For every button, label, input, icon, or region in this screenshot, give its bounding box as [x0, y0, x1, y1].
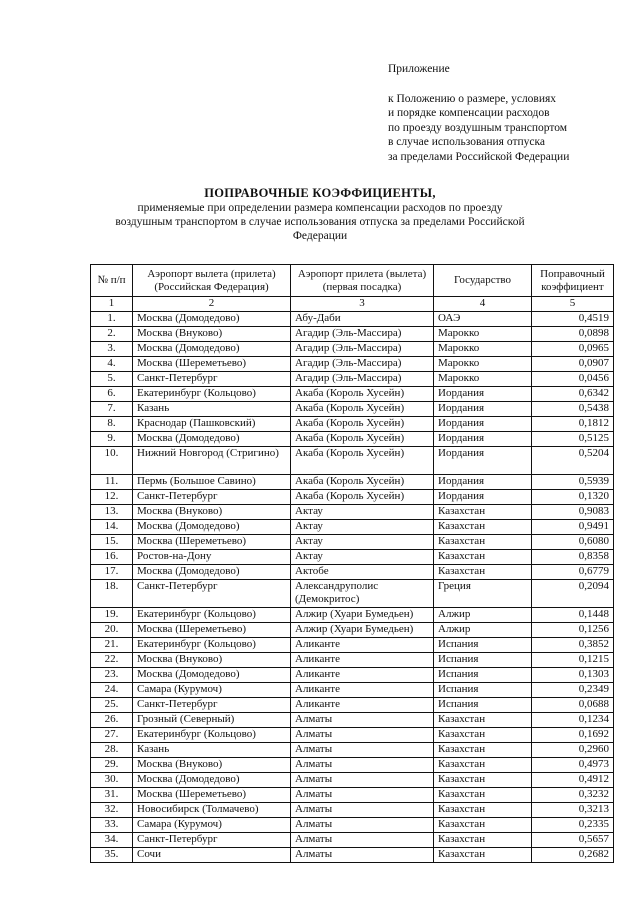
column-number: 1 [91, 297, 133, 312]
arrival-airport: Аликанте [291, 638, 434, 653]
row-number: 16. [91, 550, 133, 565]
row-number: 9. [91, 432, 133, 447]
arrival-airport: Актау [291, 535, 434, 550]
coefficient: 0,2682 [532, 848, 614, 863]
column-header-departure-airport: Аэропорт вылета (прилета) (Российская Федерация) [133, 265, 291, 297]
arrival-airport: Аликанте [291, 698, 434, 713]
arrival-airport: Аликанте [291, 668, 434, 683]
row-number: 27. [91, 728, 133, 743]
table-row [91, 565, 614, 580]
coefficient: 0,5125 [532, 432, 614, 447]
country: Марокко [434, 372, 532, 387]
coefficient: 0,6779 [532, 565, 614, 580]
table-row [91, 432, 614, 447]
coefficient: 0,5438 [532, 402, 614, 417]
row-number: 21. [91, 638, 133, 653]
departure-airport: Москва (Внуково) [133, 327, 291, 342]
column-number: 5 [532, 297, 614, 312]
row-number: 7. [91, 402, 133, 417]
table-row [91, 773, 614, 788]
departure-airport: Екатеринбург (Кольцово) [133, 608, 291, 623]
row-number: 32. [91, 803, 133, 818]
row-number: 6. [91, 387, 133, 402]
row-number: 25. [91, 698, 133, 713]
departure-airport: Москва (Домодедово) [133, 565, 291, 580]
country: Казахстан [434, 535, 532, 550]
departure-airport: Москва (Шереметьево) [133, 357, 291, 372]
arrival-airport: Абу-Даби [291, 312, 434, 327]
departure-airport: Москва (Домодедово) [133, 668, 291, 683]
annex-line: в случае использования отпуска [388, 136, 545, 148]
column-header-coefficient: Поправочный коэффициент [532, 265, 614, 297]
column-number: 4 [434, 297, 532, 312]
departure-airport: Москва (Внуково) [133, 653, 291, 668]
departure-airport: Москва (Внуково) [133, 758, 291, 773]
table-row [91, 505, 614, 520]
departure-airport: Грозный (Северный) [133, 713, 291, 728]
annex-spacer [388, 77, 628, 92]
row-number: 33. [91, 818, 133, 833]
departure-airport: Сочи [133, 848, 291, 863]
country: Иордания [434, 432, 532, 447]
coefficient: 0,2960 [532, 743, 614, 758]
coefficient: 0,1692 [532, 728, 614, 743]
coefficient: 0,6342 [532, 387, 614, 402]
coefficient: 0,5204 [532, 447, 614, 475]
departure-airport: Санкт-Петербург [133, 833, 291, 848]
arrival-airport: Акаба (Король Хусейн) [291, 432, 434, 447]
departure-airport: Нижний Новгород (Стригино) [133, 447, 291, 475]
table-row [91, 818, 614, 833]
table-row [91, 520, 614, 535]
coefficient: 0,4973 [532, 758, 614, 773]
country: Казахстан [434, 565, 532, 580]
coefficient: 0,1812 [532, 417, 614, 432]
country: Казахстан [434, 803, 532, 818]
table-row [91, 728, 614, 743]
coefficient: 0,9083 [532, 505, 614, 520]
coefficient: 0,1215 [532, 653, 614, 668]
country: Казахстан [434, 818, 532, 833]
annex-line: к Положению о размере, условиях [388, 92, 557, 105]
arrival-airport: Аликанте [291, 683, 434, 698]
coefficient: 0,0456 [532, 372, 614, 387]
row-number: 11. [91, 475, 133, 490]
row-number: 24. [91, 683, 133, 698]
row-number: 14. [91, 520, 133, 535]
arrival-airport: Акаба (Король Хусейн) [291, 475, 434, 490]
departure-airport: Санкт-Петербург [133, 580, 291, 608]
table-row [91, 417, 614, 432]
table-row [91, 803, 614, 818]
table-row [91, 327, 614, 342]
table-header-row [91, 265, 614, 297]
row-number: 15. [91, 535, 133, 550]
table-row [91, 387, 614, 402]
arrival-airport: Алжир (Хуари Бумедьен) [291, 608, 434, 623]
coefficient: 0,6080 [532, 535, 614, 550]
country: Казахстан [434, 505, 532, 520]
coefficient: 0,1320 [532, 490, 614, 505]
row-number: 30. [91, 773, 133, 788]
table-row [91, 342, 614, 357]
departure-airport: Санкт-Петербург [133, 372, 291, 387]
departure-airport: Москва (Домодедово) [133, 312, 291, 327]
departure-airport: Екатеринбург (Кольцово) [133, 638, 291, 653]
annex-line: и порядке компенсации расходов [388, 107, 550, 119]
arrival-airport: Алматы [291, 743, 434, 758]
arrival-airport: Актобе [291, 565, 434, 580]
row-number: 1. [91, 312, 133, 327]
heading-subtitle: применяемые при определении размера компенсации расходов по проезду воздушным транспортом в случае использования отпуска за пределами Российской Федерации [115, 202, 525, 242]
country: Испания [434, 653, 532, 668]
country: Алжир [434, 608, 532, 623]
country: Казахстан [434, 743, 532, 758]
departure-airport: Москва (Домодедово) [133, 342, 291, 357]
coefficient: 0,0907 [532, 357, 614, 372]
arrival-airport: Аликанте [291, 653, 434, 668]
table-row [91, 638, 614, 653]
coefficient: 0,0688 [532, 698, 614, 713]
arrival-airport: Александруполис (Демокритос) [291, 580, 434, 608]
coefficient: 0,8358 [532, 550, 614, 565]
departure-airport: Краснодар (Пашковский) [133, 417, 291, 432]
arrival-airport: Алматы [291, 818, 434, 833]
coefficient: 0,1448 [532, 608, 614, 623]
country: Иордания [434, 387, 532, 402]
row-number: 35. [91, 848, 133, 863]
arrival-airport: Алматы [291, 713, 434, 728]
country: Греция [434, 580, 532, 608]
table-row [91, 743, 614, 758]
coefficient: 0,1303 [532, 668, 614, 683]
coefficient: 0,2094 [532, 580, 614, 608]
departure-airport: Самара (Курумоч) [133, 818, 291, 833]
table-row [91, 475, 614, 490]
departure-airport: Москва (Шереметьево) [133, 623, 291, 638]
departure-airport: Новосибирск (Толмачево) [133, 803, 291, 818]
country: Казахстан [434, 788, 532, 803]
departure-airport: Казань [133, 402, 291, 417]
table-body [91, 312, 614, 863]
table-row [91, 698, 614, 713]
departure-airport: Москва (Домодедово) [133, 773, 291, 788]
country: Казахстан [434, 550, 532, 565]
arrival-airport: Алжир (Хуари Бумедьен) [291, 623, 434, 638]
country: Казахстан [434, 713, 532, 728]
departure-airport: Екатеринбург (Кольцово) [133, 387, 291, 402]
row-number: 2. [91, 327, 133, 342]
arrival-airport: Алматы [291, 803, 434, 818]
coefficient: 0,5657 [532, 833, 614, 848]
coefficient: 0,3232 [532, 788, 614, 803]
row-number: 13. [91, 505, 133, 520]
coefficient: 0,0898 [532, 327, 614, 342]
row-number: 22. [91, 653, 133, 668]
table-row [91, 683, 614, 698]
table-row [91, 623, 614, 638]
column-number: 2 [133, 297, 291, 312]
country: Иордания [434, 417, 532, 432]
arrival-airport: Алматы [291, 848, 434, 863]
arrival-airport: Акаба (Король Хусейн) [291, 417, 434, 432]
annex-line: по проезду воздушным транспортом [388, 121, 568, 134]
table-row [91, 490, 614, 505]
table-row [91, 713, 614, 728]
arrival-airport: Акаба (Король Хусейн) [291, 447, 434, 475]
row-number: 29. [91, 758, 133, 773]
departure-airport: Самара (Курумоч) [133, 683, 291, 698]
arrival-airport: Алматы [291, 773, 434, 788]
annex-title: Приложение [388, 63, 450, 75]
country: Иордания [434, 490, 532, 505]
country: Алжир [434, 623, 532, 638]
departure-airport: Москва (Внуково) [133, 505, 291, 520]
departure-airport: Москва (Домодедово) [133, 520, 291, 535]
country: Марокко [434, 357, 532, 372]
row-number: 12. [91, 490, 133, 505]
departure-airport: Ростов-на-Дону [133, 550, 291, 565]
table-row [91, 758, 614, 773]
table-row [91, 550, 614, 565]
heading-title: ПОПРАВОЧНЫЕ КОЭФФИЦИЕНТЫ, [204, 186, 436, 200]
country: Иордания [434, 447, 532, 475]
arrival-airport: Актау [291, 550, 434, 565]
coefficient: 0,3852 [532, 638, 614, 653]
table-row [91, 668, 614, 683]
row-number: 23. [91, 668, 133, 683]
table-row [91, 312, 614, 327]
row-number: 10. [91, 447, 133, 475]
table-row [91, 357, 614, 372]
departure-airport: Пермь (Большое Савино) [133, 475, 291, 490]
arrival-airport: Актау [291, 505, 434, 520]
coefficient: 0,2335 [532, 818, 614, 833]
annex-line: за пределами Российской Федерации [388, 150, 570, 163]
country: ОАЭ [434, 312, 532, 327]
coefficients-table [90, 264, 614, 863]
coefficient: 0,1234 [532, 713, 614, 728]
country: Казахстан [434, 848, 532, 863]
row-number: 20. [91, 623, 133, 638]
column-number-row [91, 297, 614, 312]
document-heading [80, 186, 560, 243]
departure-airport: Казань [133, 743, 291, 758]
coefficient: 0,5939 [532, 475, 614, 490]
row-number: 31. [91, 788, 133, 803]
table-row [91, 848, 614, 863]
coefficient: 0,2349 [532, 683, 614, 698]
coefficient: 0,3213 [532, 803, 614, 818]
departure-airport: Москва (Шереметьево) [133, 788, 291, 803]
coefficient: 0,1256 [532, 623, 614, 638]
row-number: 19. [91, 608, 133, 623]
country: Марокко [434, 327, 532, 342]
row-number: 8. [91, 417, 133, 432]
country: Иордания [434, 402, 532, 417]
row-number: 4. [91, 357, 133, 372]
coefficient: 0,9491 [532, 520, 614, 535]
table-row [91, 833, 614, 848]
table-row [91, 447, 614, 475]
table-row [91, 402, 614, 417]
country: Казахстан [434, 728, 532, 743]
departure-airport: Москва (Домодедово) [133, 432, 291, 447]
arrival-airport: Алматы [291, 758, 434, 773]
arrival-airport: Акаба (Король Хусейн) [291, 402, 434, 417]
arrival-airport: Агадир (Эль-Массира) [291, 342, 434, 357]
row-number: 17. [91, 565, 133, 580]
arrival-airport: Акаба (Король Хусейн) [291, 387, 434, 402]
arrival-airport: Актау [291, 520, 434, 535]
country: Казахстан [434, 758, 532, 773]
row-number: 28. [91, 743, 133, 758]
departure-airport: Санкт-Петербург [133, 698, 291, 713]
table-row [91, 372, 614, 387]
row-number: 26. [91, 713, 133, 728]
column-header-arrival-airport: Аэропорт прилета (вылета) (первая посадка) [291, 265, 434, 297]
country: Марокко [434, 342, 532, 357]
row-number: 3. [91, 342, 133, 357]
arrival-airport: Алматы [291, 788, 434, 803]
row-number: 34. [91, 833, 133, 848]
departure-airport: Москва (Шереметьево) [133, 535, 291, 550]
coefficient: 0,4912 [532, 773, 614, 788]
arrival-airport: Агадир (Эль-Массира) [291, 357, 434, 372]
arrival-airport: Алматы [291, 833, 434, 848]
arrival-airport: Агадир (Эль-Массира) [291, 372, 434, 387]
country: Казахстан [434, 833, 532, 848]
departure-airport: Екатеринбург (Кольцово) [133, 728, 291, 743]
column-number: 3 [291, 297, 434, 312]
table-row [91, 535, 614, 550]
row-number: 18. [91, 580, 133, 608]
country: Казахстан [434, 520, 532, 535]
country: Иордания [434, 475, 532, 490]
table-row [91, 608, 614, 623]
country: Испания [434, 683, 532, 698]
table-row [91, 788, 614, 803]
country: Казахстан [434, 773, 532, 788]
departure-airport: Санкт-Петербург [133, 490, 291, 505]
table-row [91, 580, 614, 608]
coefficient: 0,0965 [532, 342, 614, 357]
arrival-airport: Алматы [291, 728, 434, 743]
arrival-airport: Акаба (Король Хусейн) [291, 490, 434, 505]
arrival-airport: Агадир (Эль-Массира) [291, 327, 434, 342]
row-number: 5. [91, 372, 133, 387]
country: Испания [434, 638, 532, 653]
table-row [91, 653, 614, 668]
country: Испания [434, 698, 532, 713]
coefficient: 0,4519 [532, 312, 614, 327]
country: Испания [434, 668, 532, 683]
column-header-number: № п/п [91, 265, 133, 297]
annex-block [388, 62, 628, 164]
column-header-country: Государство [434, 265, 532, 297]
